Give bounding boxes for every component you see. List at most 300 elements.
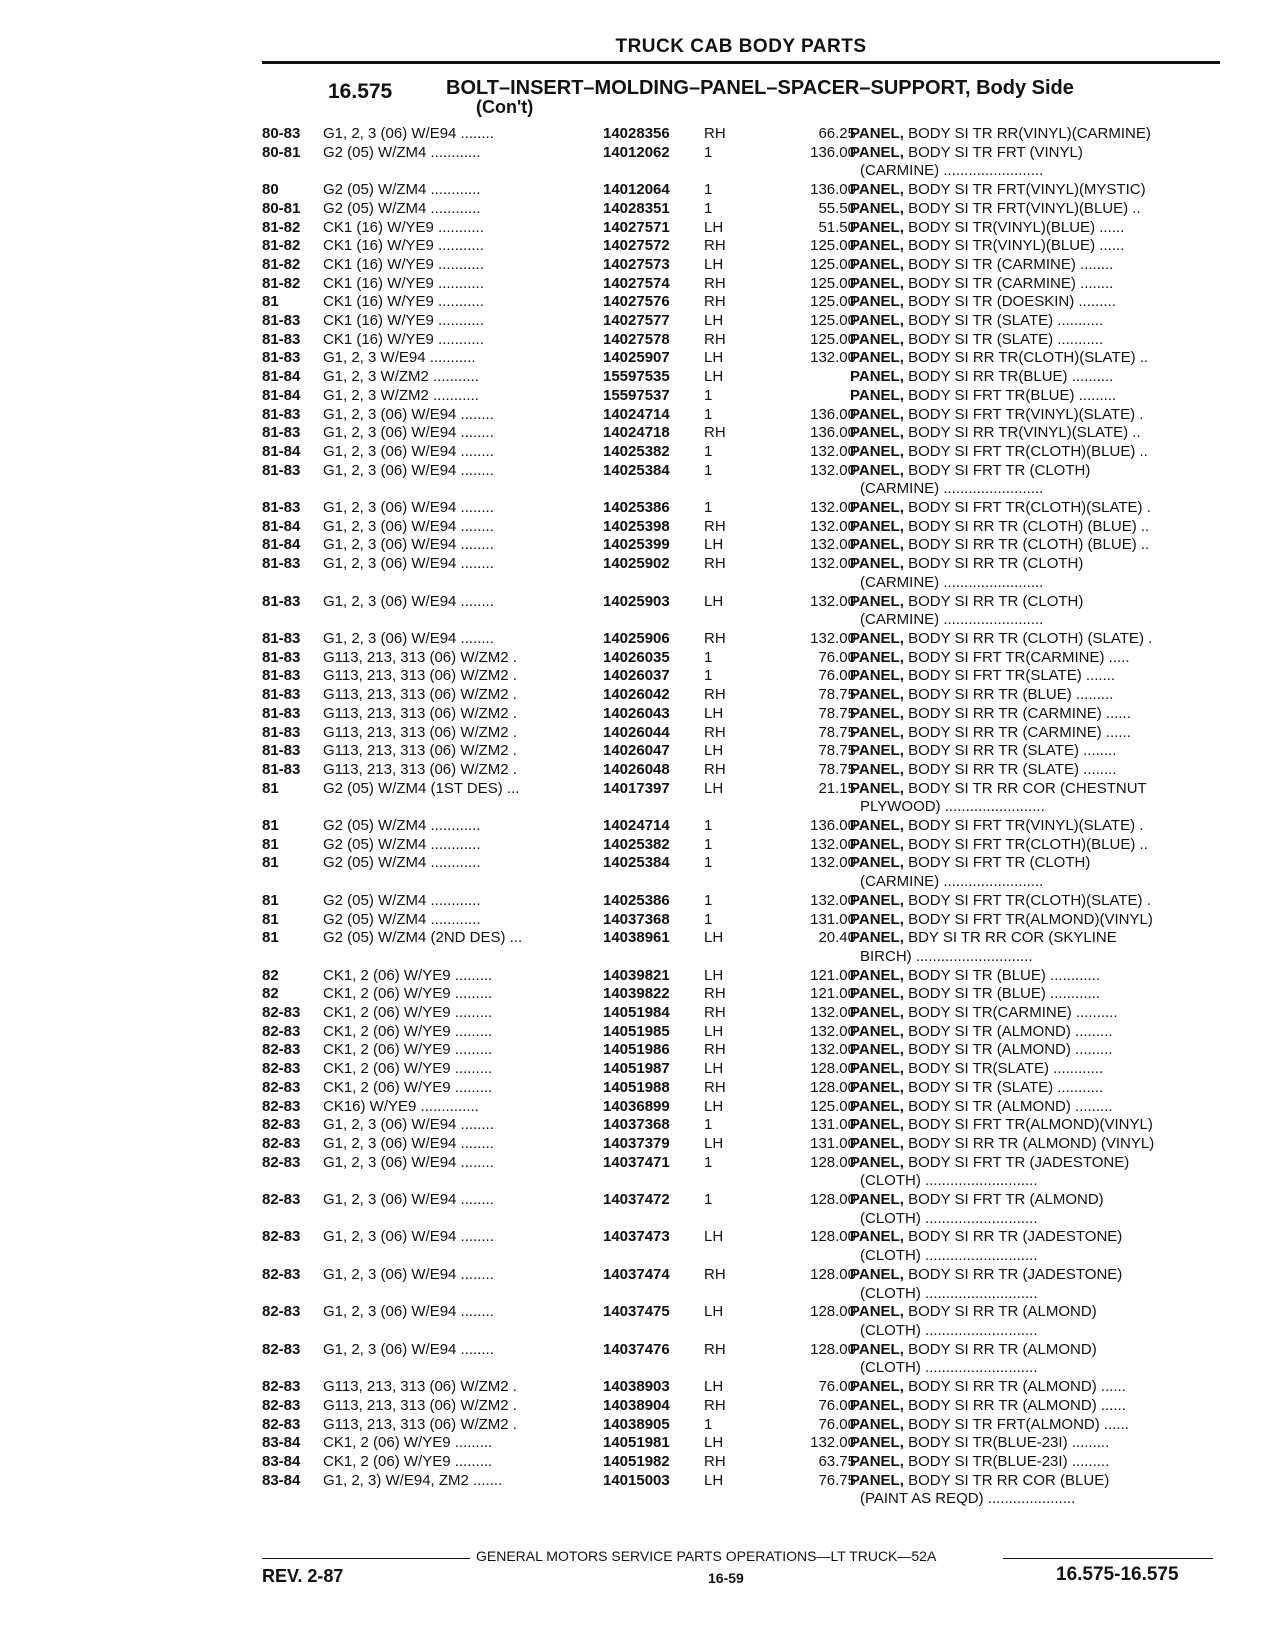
description <box>850 705 1222 724</box>
model-years: 81-82 <box>262 274 301 292</box>
quantity: RH <box>704 293 726 311</box>
description <box>850 780 1222 817</box>
list-price: 76.00 <box>818 1396 856 1414</box>
part-row <box>262 1378 1220 1397</box>
part-row <box>262 892 1220 911</box>
description-line-1: PANEL, BODY SI RR TR (SLATE) ........ <box>850 760 1117 778</box>
part-number: 14026048 <box>603 760 670 778</box>
quantity: RH <box>704 760 726 778</box>
application: G2 (05) W/ZM4 ............ <box>323 181 481 199</box>
description-line-1: PANEL, BODY SI FRT TR(VINYL)(SLATE) . <box>850 817 1144 835</box>
quantity: RH <box>704 1078 726 1096</box>
description-line-1: PANEL, BODY SI RR TR (JADESTONE) <box>850 1228 1123 1246</box>
model-years: 82-83 <box>262 1228 301 1246</box>
part-row <box>262 256 1220 275</box>
description-line-2: (CLOTH) ........................... <box>860 1359 1038 1377</box>
description <box>850 817 1222 836</box>
description <box>850 1098 1222 1117</box>
application: G1, 2, 3 W/ZM2 ........... <box>323 386 479 404</box>
description-line-1: PANEL, BODY SI TR RR COR (BLUE) <box>850 1471 1110 1489</box>
description <box>850 387 1222 406</box>
model-years: 81-84 <box>262 368 301 386</box>
description-line-1: PANEL, BODY SI TR RR(VINYL)(CARMINE) <box>850 125 1151 142</box>
model-years: 81-82 <box>262 255 301 273</box>
list-price: 125.00 <box>810 312 856 330</box>
description <box>850 181 1222 200</box>
part-number: 14037473 <box>603 1228 670 1246</box>
model-years: 80-81 <box>262 199 301 217</box>
application: G113, 213, 313 (06) W/ZM2 . <box>323 686 517 704</box>
description <box>850 1303 1222 1340</box>
model-years: 81-83 <box>262 499 301 517</box>
description <box>850 593 1222 630</box>
list-price: 20.40 <box>818 929 856 947</box>
section-title-sub: Body Side <box>976 77 1074 99</box>
part-row <box>262 424 1220 443</box>
model-years: 81 <box>262 854 279 872</box>
description <box>850 1341 1222 1378</box>
description-line-1: PANEL, BODY SI FRT TR (CLOTH) <box>850 854 1091 872</box>
description-line-1: PANEL, BODY SI FRT TR(BLUE) ......... <box>850 386 1117 404</box>
part-number: 14025386 <box>603 499 670 517</box>
model-years: 81 <box>262 817 279 835</box>
application: G113, 213, 313 (06) W/ZM2 . <box>323 760 517 778</box>
description-line-1: PANEL, BODY SI FRT TR(ALMOND)(VINYL) <box>850 1116 1153 1134</box>
part-row <box>262 1228 1220 1265</box>
description <box>850 686 1222 705</box>
description-line-1: PANEL, BODY SI FRT TR(VINYL)(SLATE) . <box>850 405 1144 423</box>
model-years: 81-83 <box>262 704 301 722</box>
description-line-2: (CARMINE) ........................ <box>860 162 1044 180</box>
quantity: RH <box>704 517 726 535</box>
part-number: 14025382 <box>603 835 670 853</box>
description <box>850 630 1222 649</box>
model-years: 82-83 <box>262 1396 301 1414</box>
description <box>850 144 1222 181</box>
description-line-1: PANEL, BODY SI TR (SLATE) ........... <box>850 312 1104 330</box>
list-price: 131.00 <box>810 910 856 928</box>
description-line-1: PANEL, BODY SI TR FRT(ALMOND) ...... <box>850 1415 1129 1433</box>
section-continued: (Con't) <box>476 97 534 117</box>
footer-section-range: 16.575-16.575 <box>1056 1564 1179 1585</box>
list-price: 76.00 <box>818 648 856 666</box>
part-number: 14038961 <box>603 929 670 947</box>
list-price: 132.00 <box>810 555 856 573</box>
description <box>850 406 1222 425</box>
application: CK1 (16) W/YE9 ........... <box>323 330 484 348</box>
part-row <box>262 462 1220 499</box>
list-price: 132.00 <box>810 499 856 517</box>
quantity: 1 <box>704 1191 713 1209</box>
part-number: 14025386 <box>603 891 670 909</box>
application: G1, 2, 3 (06) W/E94 ........ <box>323 592 494 610</box>
application: CK1, 2 (06) W/YE9 ......... <box>323 1452 493 1470</box>
part-number: 14051985 <box>603 1022 670 1040</box>
description-line-1: PANEL, BODY SI RR TR (ALMOND) <box>850 1303 1097 1321</box>
part-number: 14037471 <box>603 1153 670 1171</box>
application: G2 (05) W/ZM4 ............ <box>323 143 481 161</box>
model-years: 81-84 <box>262 386 301 404</box>
application: G2 (05) W/ZM4 ............ <box>323 891 481 909</box>
part-row <box>262 985 1220 1004</box>
description <box>850 443 1222 462</box>
description-line-1: PANEL, BODY SI RR TR (SLATE) ........ <box>850 742 1117 760</box>
model-years: 81-84 <box>262 536 301 554</box>
part-row <box>262 630 1220 649</box>
quantity: 1 <box>704 648 713 666</box>
part-number: 14051987 <box>603 1060 670 1078</box>
part-row <box>262 406 1220 425</box>
part-row <box>262 780 1220 817</box>
application: G1, 2, 3 (06) W/E94 ........ <box>323 1303 494 1321</box>
application: G2 (05) W/ZM4 (1ST DES) ... <box>323 779 520 797</box>
application: G113, 213, 313 (06) W/ZM2 . <box>323 742 517 760</box>
quantity: RH <box>704 274 726 292</box>
list-price: 132.00 <box>810 629 856 647</box>
description-line-1: PANEL, BODY SI RR TR (CLOTH) (BLUE) .. <box>850 517 1150 535</box>
model-years: 81-83 <box>262 349 301 367</box>
description-line-1: PANEL, BODY SI TR (CARMINE) ........ <box>850 274 1114 292</box>
quantity: 1 <box>704 405 713 423</box>
part-row <box>262 929 1220 966</box>
quantity: LH <box>704 349 724 367</box>
part-number: 14026035 <box>603 648 670 666</box>
application: CK1, 2 (06) W/YE9 ......... <box>323 1022 493 1040</box>
list-price: 76.75 <box>818 1471 856 1489</box>
description <box>850 256 1222 275</box>
list-price: 136.00 <box>810 424 856 442</box>
description <box>850 985 1222 1004</box>
description-line-1: PANEL, BODY SI RR TR (ALMOND) (VINYL) <box>850 1134 1155 1152</box>
description <box>850 555 1222 592</box>
description-line-2: (CARMINE) ........................ <box>860 873 1044 891</box>
part-row <box>262 181 1220 200</box>
description-line-1: PANEL, BODY SI TR FRT(VINYL)(MYSTIC) <box>850 181 1146 199</box>
description-line-1: PANEL, BODY SI RR TR(CLOTH)(SLATE) .. <box>850 349 1149 367</box>
description-line-1: PANEL, BODY SI RR TR(BLUE) .......... <box>850 368 1114 386</box>
description-line-1: PANEL, BODY SI FRT TR(CARMINE) ..... <box>850 648 1130 666</box>
description <box>850 1135 1222 1154</box>
application: G1, 2, 3) W/E94, ZM2 ....... <box>323 1471 503 1489</box>
quantity: RH <box>704 424 726 442</box>
application: CK1, 2 (06) W/YE9 ......... <box>323 1004 493 1022</box>
description <box>850 200 1222 219</box>
part-row <box>262 836 1220 855</box>
list-price: 125.00 <box>810 330 856 348</box>
part-number: 14025398 <box>603 517 670 535</box>
part-number: 14038905 <box>603 1415 670 1433</box>
description-line-1: PANEL, BODY SI RR TR (CLOTH) <box>850 555 1084 573</box>
description-line-1: PANEL, BODY SI FRT TR(CLOTH)(SLATE) . <box>850 891 1151 909</box>
part-number: 14037472 <box>603 1191 670 1209</box>
description <box>850 1228 1222 1265</box>
description-line-1: PANEL, BODY SI RR TR (CLOTH) (SLATE) . <box>850 629 1153 647</box>
part-row <box>262 1303 1220 1340</box>
list-price: 128.00 <box>810 1340 856 1358</box>
list-price: 128.00 <box>810 1078 856 1096</box>
description <box>850 1004 1222 1023</box>
part-number: 14037379 <box>603 1134 670 1152</box>
list-price: 121.00 <box>810 985 856 1003</box>
part-number: 14025382 <box>603 442 670 460</box>
model-years: 81-83 <box>262 723 301 741</box>
quantity: RH <box>704 237 726 255</box>
model-years: 81-82 <box>262 237 301 255</box>
list-price: 132.00 <box>810 517 856 535</box>
list-price: 125.00 <box>810 1097 856 1115</box>
description <box>850 462 1222 499</box>
part-row <box>262 1472 1220 1509</box>
model-years: 81-83 <box>262 686 301 704</box>
model-years: 81-83 <box>262 405 301 423</box>
list-price: 55.50 <box>818 199 856 217</box>
quantity: LH <box>704 929 724 947</box>
part-row <box>262 443 1220 462</box>
part-number: 14025906 <box>603 629 670 647</box>
model-years: 81-83 <box>262 648 301 666</box>
application: G1, 2, 3 (06) W/E94 ........ <box>323 1228 494 1246</box>
part-row <box>262 1397 1220 1416</box>
description-line-2: (CLOTH) ........................... <box>860 1172 1038 1190</box>
list-price: 51.50 <box>818 218 856 236</box>
part-number: 14037475 <box>603 1303 670 1321</box>
list-price: 78.75 <box>818 686 856 704</box>
list-price: 136.00 <box>810 143 856 161</box>
model-years: 81 <box>262 779 279 797</box>
application: G1, 2, 3 (06) W/E94 ........ <box>323 499 494 517</box>
part-row <box>262 1266 1220 1303</box>
description-line-1: PANEL, BODY SI TR(VINYL)(BLUE) ...... <box>850 218 1125 236</box>
application: G1, 2, 3 (06) W/E94 ........ <box>323 1265 494 1283</box>
list-price: 128.00 <box>810 1265 856 1283</box>
application: G1, 2, 3 (06) W/E94 ........ <box>323 1340 494 1358</box>
part-row <box>262 125 1220 144</box>
part-number: 14027572 <box>603 237 670 255</box>
list-price: 132.00 <box>810 1434 856 1452</box>
description <box>850 1472 1222 1509</box>
part-number: 14038903 <box>603 1378 670 1396</box>
application: CK1, 2 (06) W/YE9 ......... <box>323 1060 493 1078</box>
application: G1, 2, 3 (06) W/E94 ........ <box>323 1153 494 1171</box>
footer-revision: REV. 2-87 <box>262 1566 344 1586</box>
quantity: LH <box>704 1303 724 1321</box>
part-number: 14027578 <box>603 330 670 348</box>
part-row <box>262 293 1220 312</box>
list-price: 132.00 <box>810 891 856 909</box>
quantity: RH <box>704 985 726 1003</box>
model-years: 81-83 <box>262 742 301 760</box>
description-line-1: PANEL, BODY SI FRT TR(ALMOND)(VINYL) <box>850 910 1153 928</box>
description <box>850 1453 1222 1472</box>
quantity: LH <box>704 966 724 984</box>
quantity: 1 <box>704 817 713 835</box>
description <box>850 1116 1222 1135</box>
part-number: 14025399 <box>603 536 670 554</box>
quantity: 1 <box>704 835 713 853</box>
description <box>850 836 1222 855</box>
application: CK1, 2 (06) W/YE9 ......... <box>323 966 493 984</box>
model-years: 82-83 <box>262 1415 301 1433</box>
part-number: 14025384 <box>603 854 670 872</box>
section-title <box>446 78 1074 98</box>
part-row <box>262 349 1220 368</box>
part-row <box>262 1135 1220 1154</box>
list-price: 132.00 <box>810 835 856 853</box>
description-line-1: PANEL, BODY SI RR TR (ALMOND) ...... <box>850 1396 1126 1414</box>
model-years: 82-83 <box>262 1378 301 1396</box>
list-price: 21.15 <box>818 779 856 797</box>
part-row <box>262 518 1220 537</box>
part-number: 14027573 <box>603 255 670 273</box>
part-number: 14036899 <box>603 1097 670 1115</box>
description-line-1: PANEL, BODY SI TR (BLUE) ............ <box>850 966 1101 984</box>
part-number: 14037476 <box>603 1340 670 1358</box>
quantity: 1 <box>704 181 713 199</box>
application: G2 (05) W/ZM4 (2ND DES) ... <box>323 929 523 947</box>
model-years: 81-83 <box>262 760 301 778</box>
quantity: RH <box>704 723 726 741</box>
part-number: 14051984 <box>603 1004 670 1022</box>
application: G1, 2, 3 (06) W/E94 ........ <box>323 536 494 554</box>
list-price: 128.00 <box>810 1303 856 1321</box>
application: CK1, 2 (06) W/YE9 ......... <box>323 1041 493 1059</box>
application: CK1 (16) W/YE9 ........... <box>323 274 484 292</box>
application: G1, 2, 3 (06) W/E94 ........ <box>323 125 494 142</box>
model-years: 81-83 <box>262 312 301 330</box>
description <box>850 667 1222 686</box>
list-price: 132.00 <box>810 1022 856 1040</box>
description <box>850 1266 1222 1303</box>
quantity: LH <box>704 592 724 610</box>
description <box>850 1416 1222 1435</box>
model-years: 81 <box>262 891 279 909</box>
application: G2 (05) W/ZM4 ............ <box>323 835 481 853</box>
part-row <box>262 536 1220 555</box>
description <box>850 499 1222 518</box>
application: G113, 213, 313 (06) W/ZM2 . <box>323 1378 517 1396</box>
description <box>850 929 1222 966</box>
description-line-1: PANEL, BODY SI RR TR (ALMOND) <box>850 1340 1097 1358</box>
description-line-1: PANEL, BODY SI RR TR (BLUE) ......... <box>850 686 1114 704</box>
description <box>850 293 1222 312</box>
part-number: 14027571 <box>603 218 670 236</box>
part-number: 14026043 <box>603 704 670 722</box>
part-row <box>262 312 1220 331</box>
part-number: 14012062 <box>603 143 670 161</box>
part-number: 14037368 <box>603 1116 670 1134</box>
application: CK1, 2 (06) W/YE9 ......... <box>323 1434 493 1452</box>
part-number: 14026044 <box>603 723 670 741</box>
description <box>850 275 1222 294</box>
section-title-main: BOLT–INSERT–MOLDING–PANEL–SPACER–SUPPORT, <box>446 77 971 99</box>
quantity: 1 <box>704 143 713 161</box>
list-price: 125.00 <box>810 237 856 255</box>
application: CK1, 2 (06) W/YE9 ......... <box>323 985 493 1003</box>
description <box>850 219 1222 238</box>
quantity: 1 <box>704 854 713 872</box>
application: CK1 (16) W/YE9 ........... <box>323 255 484 273</box>
description-line-1: PANEL, BODY SI RR TR (CLOTH) (BLUE) .. <box>850 536 1150 554</box>
description-line-1: PANEL, BODY SI FRT TR(CLOTH)(BLUE) .. <box>850 442 1148 460</box>
application: G1, 2, 3 (06) W/E94 ........ <box>323 629 494 647</box>
part-row <box>262 1004 1220 1023</box>
description <box>850 1079 1222 1098</box>
application: CK1 (16) W/YE9 ........... <box>323 293 484 311</box>
description <box>850 518 1222 537</box>
description <box>850 1191 1222 1228</box>
list-price: 78.75 <box>818 723 856 741</box>
description-line-1: PANEL, BODY SI TR(CARMINE) .......... <box>850 1004 1118 1022</box>
description-line-1: PANEL, BODY SI TR(SLATE) ............ <box>850 1060 1104 1078</box>
part-number: 14024718 <box>603 424 670 442</box>
description <box>850 1434 1222 1453</box>
part-number: 14028356 <box>603 125 670 142</box>
part-number: 14051988 <box>603 1078 670 1096</box>
list-price: 132.00 <box>810 1004 856 1022</box>
application: G113, 213, 313 (06) W/ZM2 . <box>323 704 517 722</box>
part-row <box>262 1453 1220 1472</box>
description-line-2: (CARMINE) ........................ <box>860 611 1044 629</box>
description-line-1: PANEL, BODY SI TR (BLUE) ............ <box>850 985 1101 1003</box>
quantity: RH <box>704 1452 726 1470</box>
description <box>850 967 1222 986</box>
description-line-1: PANEL, BODY SI FRT TR (CLOTH) <box>850 461 1091 479</box>
description-line-2: BIRCH) ............................ <box>860 947 1033 965</box>
part-number: 14026037 <box>603 667 670 685</box>
quantity: RH <box>704 686 726 704</box>
list-price: 131.00 <box>810 1134 856 1152</box>
application: G2 (05) W/ZM4 ............ <box>323 854 481 872</box>
list-price: 128.00 <box>810 1060 856 1078</box>
part-number: 15597535 <box>603 368 670 386</box>
description-line-2: PLYWOOD) ........................ <box>860 798 1045 816</box>
part-row <box>262 705 1220 724</box>
application: G1, 2, 3 (06) W/E94 ........ <box>323 555 494 573</box>
description <box>850 125 1222 144</box>
description-line-2: (PAINT AS REQD) ..................... <box>860 1490 1076 1508</box>
list-price: 132.00 <box>810 592 856 610</box>
part-number: 14015003 <box>603 1471 670 1489</box>
quantity: LH <box>704 1134 724 1152</box>
application: G1, 2, 3 (06) W/E94 ........ <box>323 1191 494 1209</box>
list-price: 76.00 <box>818 1378 856 1396</box>
part-row <box>262 1116 1220 1135</box>
list-price: 78.75 <box>818 704 856 722</box>
list-price: 78.75 <box>818 742 856 760</box>
quantity: RH <box>704 330 726 348</box>
description <box>850 331 1222 350</box>
list-price: 136.00 <box>810 817 856 835</box>
quantity: RH <box>704 1265 726 1283</box>
part-number: 14027576 <box>603 293 670 311</box>
quantity: LH <box>704 1471 724 1489</box>
description <box>850 349 1222 368</box>
application: G113, 213, 313 (06) W/ZM2 . <box>323 1396 517 1414</box>
part-row <box>262 1098 1220 1117</box>
application: CK1 (16) W/YE9 ........... <box>323 218 484 236</box>
description <box>850 892 1222 911</box>
quantity: LH <box>704 368 724 386</box>
application: G1, 2, 3 (06) W/E94 ........ <box>323 405 494 423</box>
part-number: 14051986 <box>603 1041 670 1059</box>
model-years: 81-83 <box>262 424 301 442</box>
part-row <box>262 237 1220 256</box>
part-number: 14039822 <box>603 985 670 1003</box>
quantity: 1 <box>704 667 713 685</box>
description-line-1: PANEL, BODY SI TR (CARMINE) ........ <box>850 255 1114 273</box>
description-line-1: PANEL, BODY SI FRT TR(SLATE) ....... <box>850 667 1116 685</box>
quantity: 1 <box>704 1415 713 1433</box>
